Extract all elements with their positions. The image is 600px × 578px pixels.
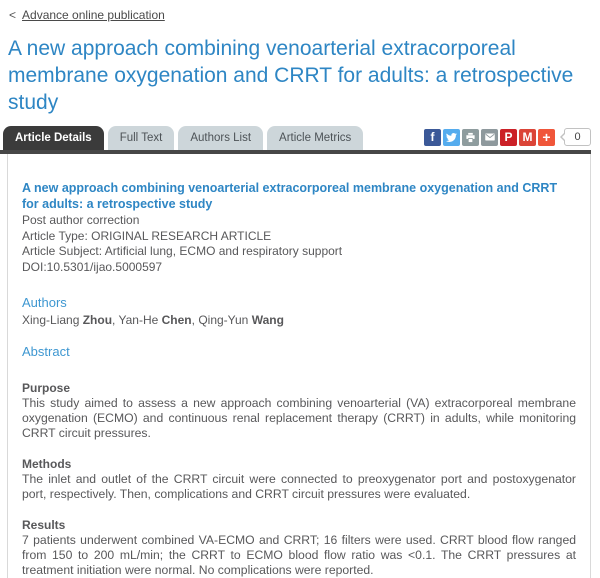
plus-glyph: + [542,129,551,145]
abstract-heading: Abstract [22,344,70,359]
gmail-glyph: M [522,130,533,144]
methods-text: The inlet and outlet of the CRRT circuit were connected to preoxygenator port and postoxygenator port, respectively. Then, complications and CRRT circuit pressures were evaluated. [22,472,576,501]
authors-line [22,312,576,328]
share-count-value: 0 [574,131,581,143]
methods-heading: Methods [22,457,72,471]
author-given: Yan-He [118,313,159,327]
chevron-left-icon: < [9,8,17,22]
twitter-bird-icon [446,132,457,143]
article-title: A new approach combining venoarterial extracorporeal membrane oxygenation and CRRT for adults: a retrospective study [22,181,558,211]
pinterest-share-icon[interactable] [500,129,517,146]
author-family: Zhou [82,313,113,327]
tab-bar [0,126,600,150]
page-title: A new approach combining venoarterial extracorporeal membrane oxygenation and CRRT for adults: a retrospective study [8,37,574,114]
purpose-heading: Purpose [22,381,71,395]
gmail-share-icon[interactable] [519,129,536,146]
article-doi: DOI:10.5301/ijao.5000597 [22,259,163,274]
author-given: Xing-Liang [22,313,80,327]
author-family: Chen [161,313,192,327]
purpose-text: This study aimed to assess a new approach combining venoarterial (VA) extracorporeal membrane oxygenation (ECMO) and continuous renal replacement therapy (CRRT) in adults, while monitoring CRRT circuit pressures. [22,396,576,440]
breadcrumb [0,0,600,22]
results-text: 7 patients underwent combined VA-ECMO and CRRT; 16 filters were used. CRRT blood flow ranged from 150 to 200 mL/min; the CRRT to ECMO blood flow ratio was <0.1. The CRRT pressures at treatment initiation were normal. No complications were reported. [22,533,576,577]
article-details-panel [7,154,591,578]
twitter-share-icon[interactable] [443,129,460,146]
author-given: Qing-Yun [198,313,249,327]
pinterest-glyph: P [504,130,513,144]
share-count-badge [564,128,591,146]
tab-article-details[interactable]: Article Details [3,126,104,150]
addthis-plus-icon[interactable] [538,129,555,146]
facebook-share-icon[interactable] [424,129,441,146]
back-link[interactable]: Advance online publication [22,8,165,22]
results-heading: Results [22,518,66,532]
authors-heading: Authors [22,295,67,310]
tab-authors-list[interactable]: Authors List [178,126,263,150]
envelope-glyph [484,131,496,143]
share-toolbar [422,128,591,150]
tab-full-text[interactable]: Full Text [108,126,175,150]
article-status: Post author correction [22,213,140,227]
author-family: Wang [251,313,284,327]
author-separator: , [112,313,119,327]
author-separator: , [191,313,199,327]
printer-glyph [465,132,476,143]
article-subject: Article Subject: Artificial lung, ECMO and respiratory support [22,244,343,258]
tab-article-metrics[interactable]: Article Metrics [267,126,363,150]
facebook-glyph: f [430,130,435,144]
article-type: Article Type: ORIGINAL RESEARCH ARTICLE [22,228,272,243]
print-icon[interactable] [462,129,479,146]
email-share-icon[interactable] [481,129,498,146]
